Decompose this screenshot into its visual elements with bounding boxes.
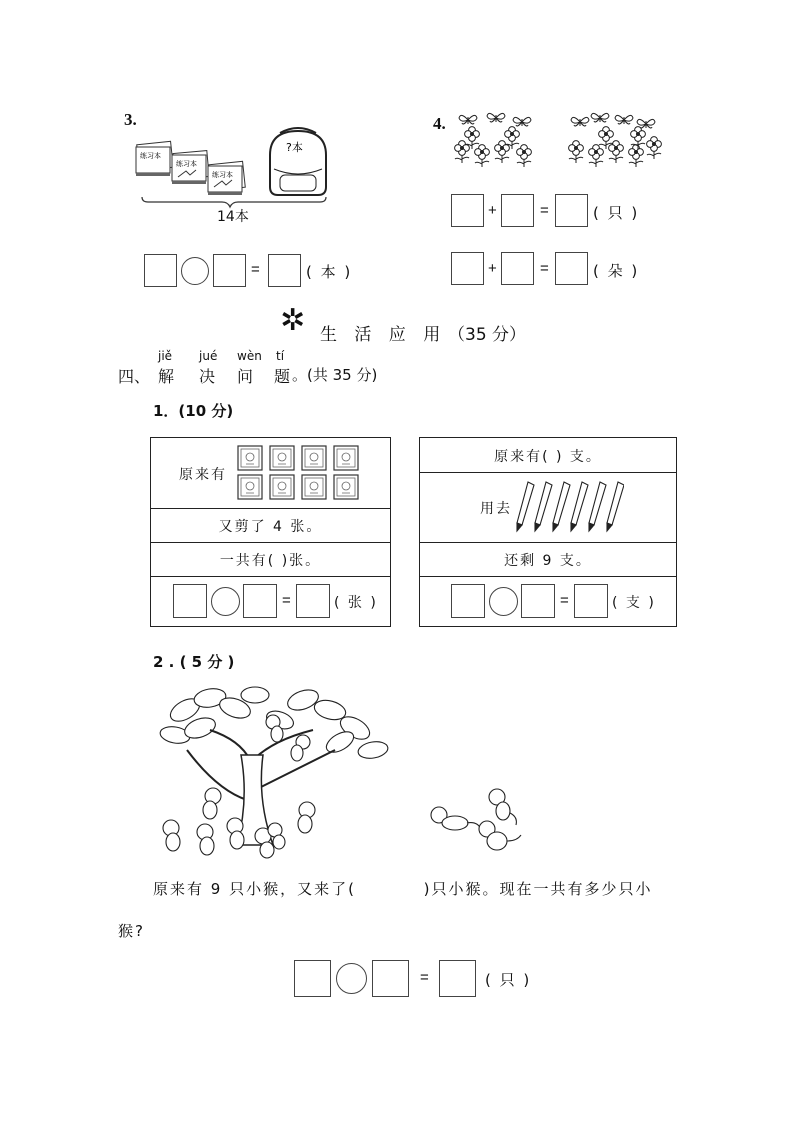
p1-left-table [150,437,391,627]
right-row-equation [420,576,676,626]
q4-unit-1: ( 只 ) [593,204,640,222]
left-row3-text: 一共有( )张。 [219,553,322,569]
left-operator-circle[interactable] [211,587,240,616]
section-title: 生 活 应 用 [320,325,447,345]
part4-prefix: 四、 [118,367,151,386]
monkey-icon [479,821,521,850]
q3-equals: = [251,261,260,278]
q4-eq2-equals: = [540,260,549,277]
q4-eq2-box-3[interactable] [555,252,588,285]
right-equals: = [560,592,569,609]
pencils-illustration [514,478,624,538]
right-unit: ( 支 ) [612,595,656,611]
left-row-cut [151,508,390,543]
flower-icon [609,141,624,163]
flower-icon [517,145,532,167]
arriving-monkeys-illustration [425,785,530,860]
right-answer-box-1[interactable] [451,584,485,618]
q3-operator-circle[interactable] [181,257,209,285]
right-answer-box-3[interactable] [574,584,608,618]
p1-label: 1．(10 分) [153,402,234,420]
section-score: （35 分） [448,325,527,345]
p2-text-line2: 猴? [118,922,145,940]
q4-eq2-box-2[interactable] [501,252,534,285]
flower-icon [631,127,646,149]
book-label-2: 练习本 [176,160,197,168]
pencil-icon [517,482,534,531]
pencil-icon [571,482,588,531]
pencil-icon [589,482,606,531]
q4-eq1-box-3[interactable] [555,194,588,227]
p1-right-table [419,437,677,627]
butterfly-icon [513,117,531,126]
q3-answer-box-1[interactable] [144,254,177,287]
butterfly-icon [487,113,505,122]
brace-label: 14本 [217,209,249,225]
left-unit: ( 张 ) [334,595,378,611]
pinyin-jie: jiě [158,349,173,363]
butterfly-icon [591,113,609,122]
part4-char-wen: 问 [237,367,254,386]
backpack-icon [270,128,326,195]
left-answer-box-1[interactable] [173,584,207,618]
flower-icon [647,137,662,159]
p2-answer-box-2[interactable] [372,960,409,997]
flower-icon [589,145,604,167]
book-label-1: 练习本 [140,152,161,160]
monkey-icon [163,820,180,851]
section-flower-icon: ✲ [280,303,306,338]
part4-char-jie: 解 [158,367,175,386]
left-answer-box-3[interactable] [296,584,330,618]
p2-text-line1: 原来有 9 只小猴，又来了( )只小猴。现在一共有多少只小 [153,880,653,898]
workbook-stack-1 [136,141,173,176]
left-equals: = [282,592,291,609]
right-row3-text: 还剩 9 支。 [504,553,592,569]
right-row-remaining [420,542,676,577]
part4-char-jue: 决 [199,367,216,386]
flower-icon [569,141,584,163]
monkey-icon [291,735,310,761]
butterfly-icon [615,115,633,124]
left-row-total [151,542,390,577]
q3-unit: ( 本 ) [306,263,353,281]
workbook-stack-2 [172,151,209,184]
right-operator-circle[interactable] [489,587,518,616]
right-row1-text: 原来有( ) 支。 [494,449,602,465]
right-answer-box-2[interactable] [521,584,555,618]
part4-char-ti: 题 [274,367,291,386]
right-row-original [420,438,676,473]
p2-unit: ( 只 ) [485,971,532,989]
pencil-icon [553,482,570,531]
monkey-icon [431,807,481,830]
flower-icon [475,145,490,167]
pencil-icon [607,482,624,531]
left-row1-label: 原来有 [179,467,227,483]
left-row-original [151,438,390,509]
q4-eq2-plus: + [488,260,497,277]
workbook-stack-3 [208,161,245,195]
monkey-icon [489,789,516,825]
butterfly-icon [571,117,589,126]
tree-monkeys-illustration [155,680,395,865]
butterfly-icon [459,115,477,124]
pinyin-ti: tí [276,349,285,363]
q3-answer-box-3[interactable] [268,254,301,287]
monkey-icon [298,802,315,833]
right-row-used [420,472,676,543]
left-row2-text: 又剪了 4 张。 [218,519,323,535]
q4-eq1-box-1[interactable] [451,194,484,227]
tree [159,686,389,845]
part4-suffix: 。(共 35 分) [292,366,378,384]
right-row2-label: 用去 [480,501,512,517]
q3-number: 3. [124,110,137,129]
q3-answer-box-2[interactable] [213,254,246,287]
q4-eq2-box-1[interactable] [451,252,484,285]
monkey-icon [203,788,221,819]
q4-eq1-plus: + [488,202,497,219]
q4-eq1-box-2[interactable] [501,194,534,227]
p2-answer-box-1[interactable] [294,960,331,997]
paper-cut-grid [237,445,363,501]
p2-answer-box-3[interactable] [439,960,476,997]
bag-label: ?本 [286,141,303,154]
pencil-icon [535,482,552,531]
book-label-3: 练习本 [212,171,233,179]
q4-number: 4. [433,114,446,133]
left-answer-box-2[interactable] [243,584,277,618]
pinyin-jue: jué [199,349,218,363]
q4-eq1-equals: = [540,202,549,219]
q4-illustration [448,108,663,176]
q4-unit-2: ( 朵 ) [593,262,640,280]
monkey-icon [227,818,244,849]
pinyin-wen: wèn [237,349,262,363]
monkey-icon [197,824,214,855]
p2-operator-circle[interactable] [336,963,367,994]
p2-label: 2 . ( 5 分 ) [153,653,235,671]
p2-equals: = [420,969,429,986]
left-row-equation [151,576,390,626]
flower-icon [629,145,644,167]
